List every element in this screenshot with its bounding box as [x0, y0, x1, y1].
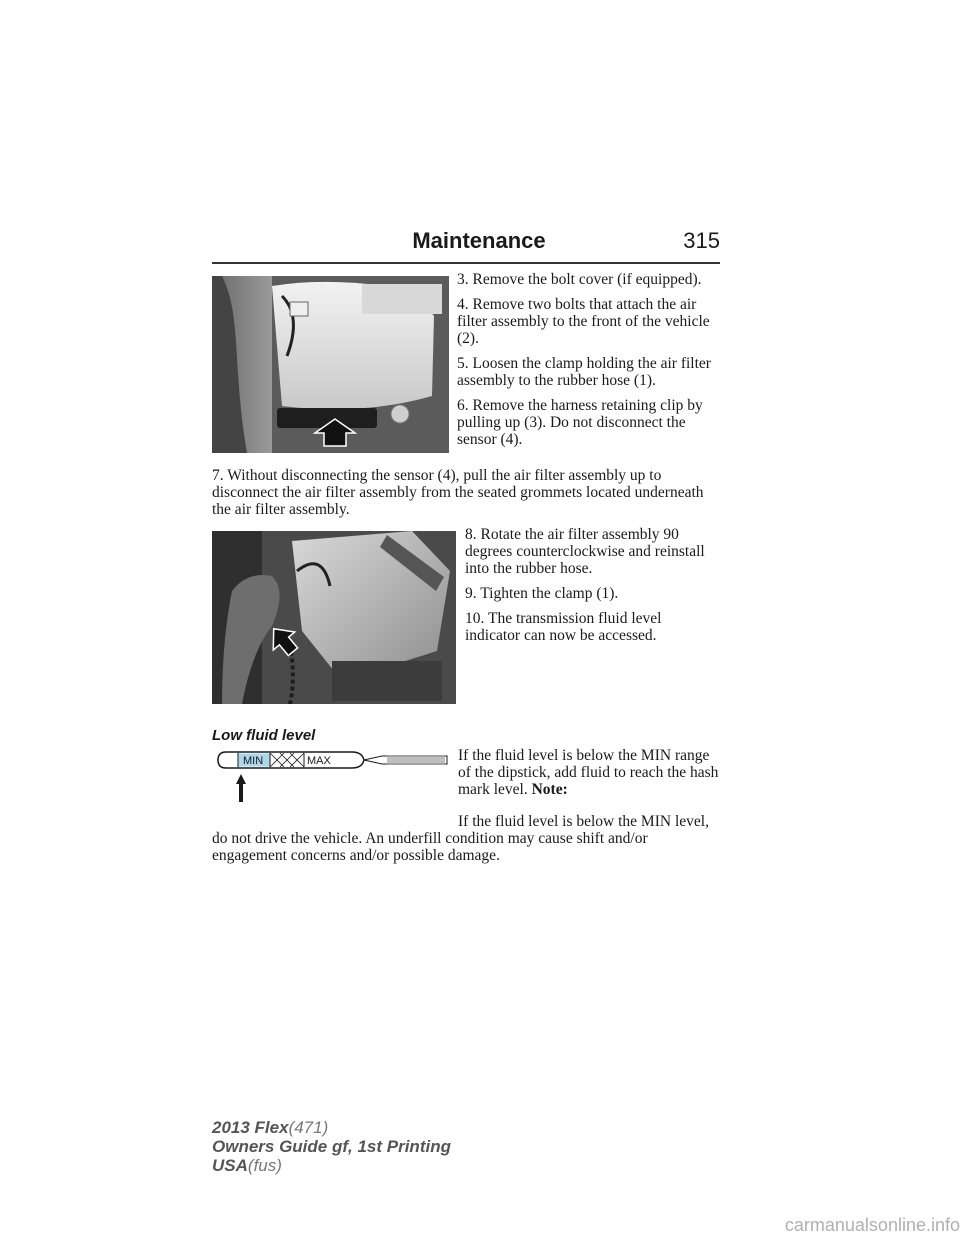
footer-market: USA: [212, 1156, 248, 1175]
page-title: Maintenance: [412, 228, 546, 253]
footer-market-code: (fus): [247, 1156, 282, 1175]
footer-model: 2013 Flex: [212, 1118, 289, 1137]
step-4: 4. Remove two bolts that attach the air filter assembly to the front of the vehicle (2).: [457, 296, 710, 347]
page-number: 315: [683, 228, 720, 253]
step-7: 7. Without disconnecting the sensor (4), pull the air filter assembly up to disconnect the air filter assembly from the seated grommets located underneath the air filter assembly.: [212, 467, 704, 518]
header-divider: [212, 262, 720, 264]
low-fluid-text-part2: If the fluid level is below the MIN level, do not drive the vehicle. An underfill condition may cause shift and/or engagement concerns and/or possible damage.: [212, 813, 709, 864]
watermark: carmanualsonline.info: [784, 1215, 960, 1235]
steps-group-1: [457, 271, 719, 448]
dipstick-max-label: MAX: [307, 755, 331, 767]
level-arrow-icon: [236, 774, 246, 802]
step-8: 8. Rotate the air filter assembly 90 degrees counterclockwise and reinstall into the rubber hose.: [465, 526, 705, 577]
dipstick-diagram: [212, 746, 452, 806]
steps-group-2: [465, 526, 720, 644]
dipstick-illustration: [212, 746, 452, 806]
footer-guide: Owners Guide gf, 1st Printing: [212, 1137, 451, 1156]
step-5: 5. Loosen the clamp holding the air filter assembly to the rubber hose (1).: [457, 355, 711, 389]
low-fluid-text-part1: If the fluid level is below the MIN range of the dipstick, add fluid to reach the hash mark level. Note:: [458, 747, 719, 798]
step-6: 6. Remove the harness retaining clip by pulling up (3). Do not disconnect the sensor (4).: [457, 397, 703, 448]
section-title-low-fluid: Low fluid level: [212, 727, 316, 744]
step-3: 3. Remove the bolt cover (if equipped).: [457, 271, 702, 288]
footer-model-code: (471): [288, 1118, 329, 1137]
dipstick-min-label: MIN: [243, 755, 264, 767]
rotated-filter-illustration: [212, 531, 456, 704]
air-filter-illustration: [212, 276, 449, 453]
step-10: 10. The transmission fluid level indicator can now be accessed.: [465, 610, 662, 644]
footer: [212, 1118, 451, 1175]
step-9: 9. Tighten the clamp (1).: [465, 585, 619, 602]
rotated-air-filter-photo: [212, 531, 456, 704]
air-filter-photo: [212, 276, 449, 453]
